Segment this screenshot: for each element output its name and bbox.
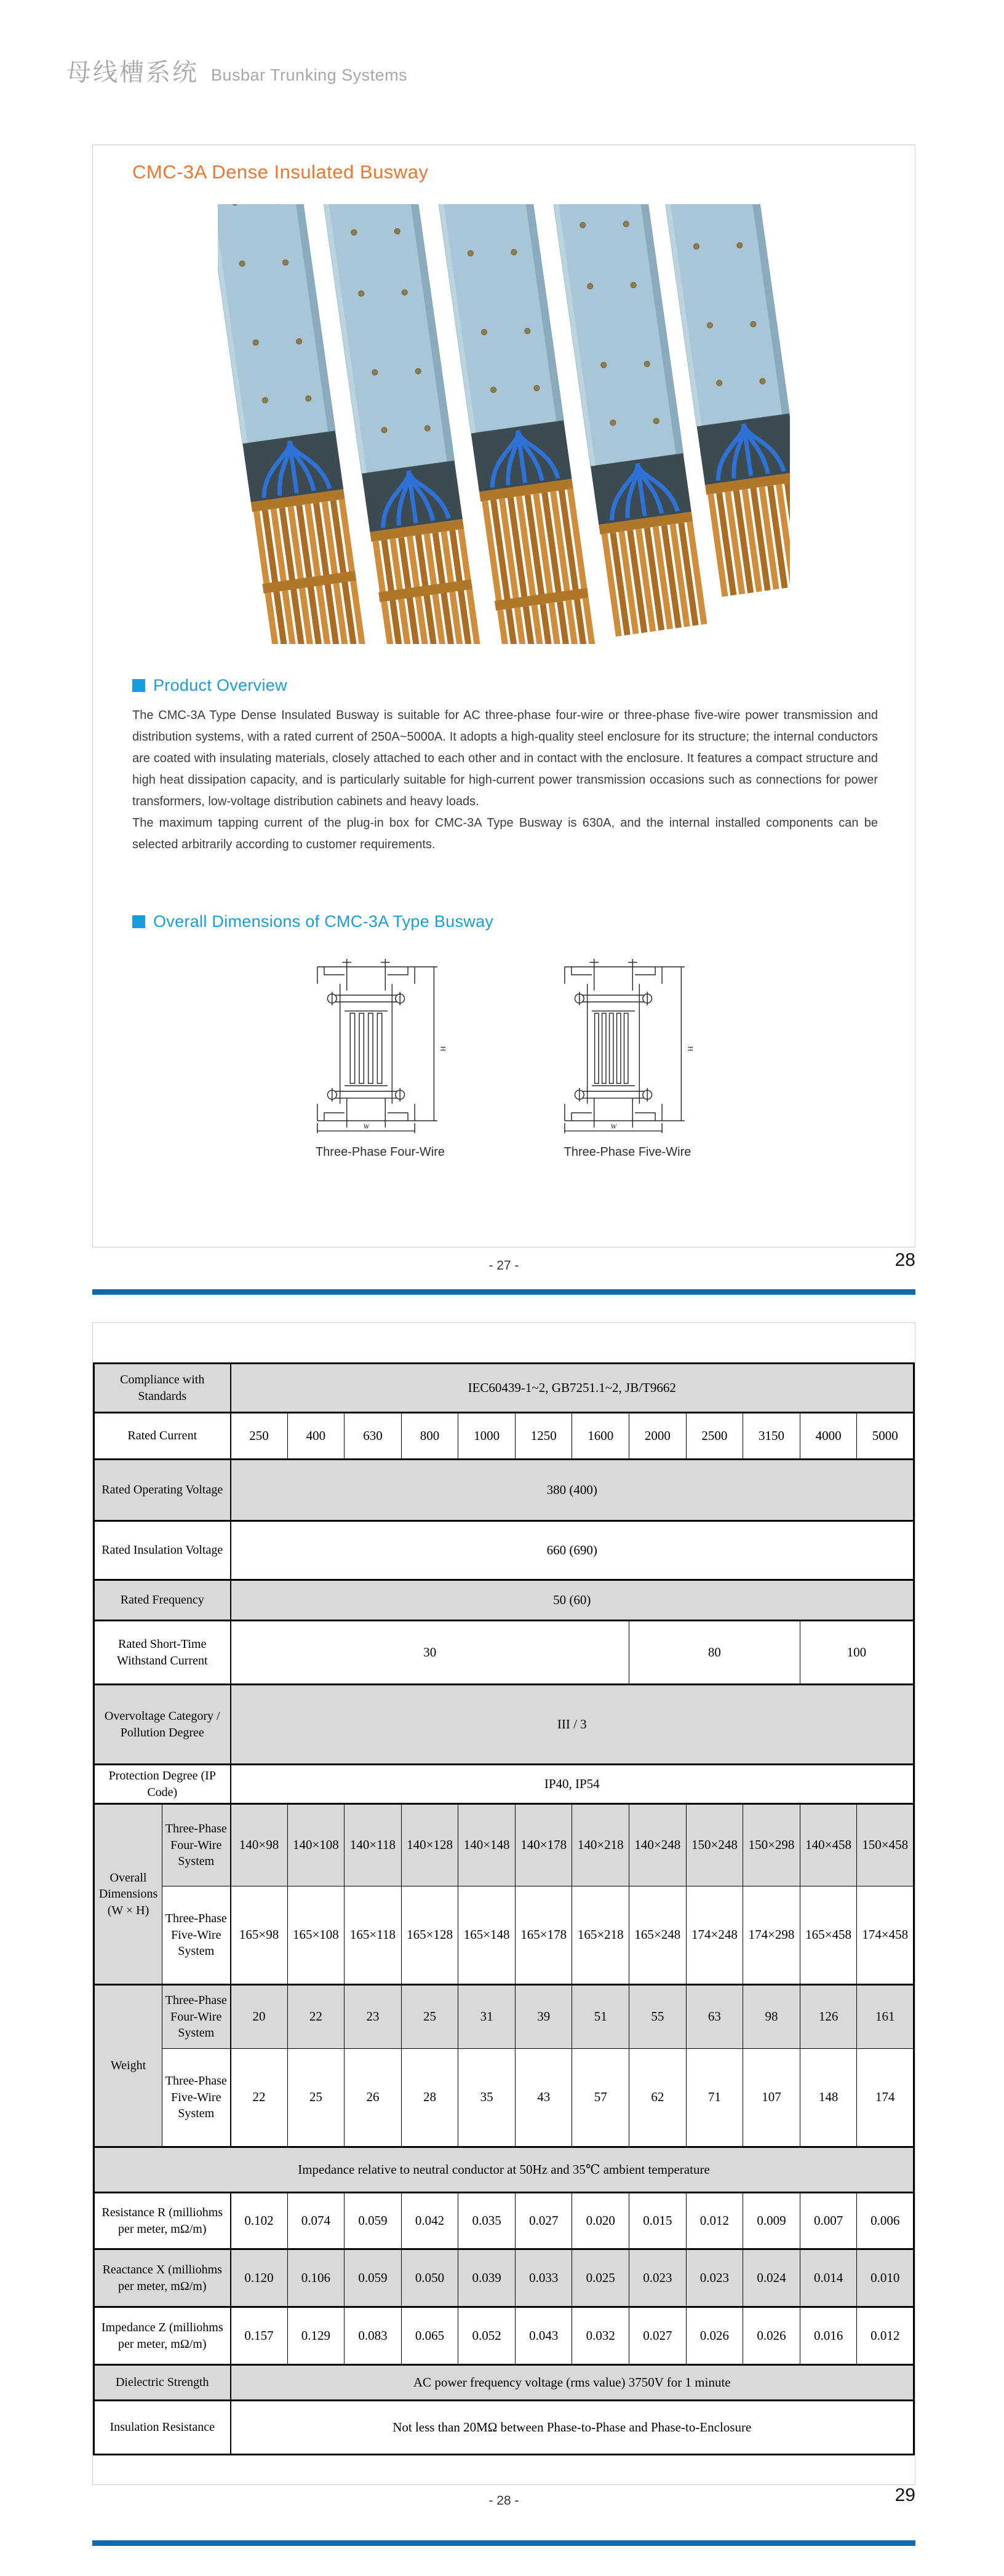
spec-value-cell: 140×118 xyxy=(345,1804,402,1886)
section-bullet-icon xyxy=(132,915,145,928)
spec-value-cell: 0.120 xyxy=(231,2249,288,2307)
spec-row-label: Rated Short-Time Withstand Current xyxy=(94,1621,231,1685)
spec-span-value: III / 3 xyxy=(231,1685,914,1765)
spec-value-cell: 174×248 xyxy=(686,1886,743,1985)
spec-value-cell: 0.074 xyxy=(287,2193,345,2249)
header-title-english: Busbar Trunking Systems xyxy=(211,66,408,84)
spec-span-value: 80 xyxy=(629,1621,800,1685)
spec-value-cell: 174 xyxy=(857,2049,914,2147)
spec-row-label: Rated Operating Voltage xyxy=(94,1460,231,1521)
spec-value-cell: 0.059 xyxy=(345,2193,402,2249)
overall-dimensions-heading xyxy=(132,912,915,931)
spec-span-value: IEC60439-1~2, GB7251.1~2, JB/T9662 xyxy=(231,1364,914,1413)
spec-value-cell: 3150 xyxy=(743,1413,800,1460)
five-wire-caption: Three-Phase Five-Wire xyxy=(564,1145,691,1159)
spec-value-cell: 630 xyxy=(345,1413,402,1460)
spec-value-cell: 43 xyxy=(515,2049,572,2147)
spec-row-label: Overvoltage Category / Pollution Degree xyxy=(94,1685,231,1765)
spec-value-cell: 0.032 xyxy=(572,2307,629,2365)
spec-value-cell: 400 xyxy=(287,1413,345,1460)
page-27-number-center: - 27 - xyxy=(488,1258,519,1273)
spec-value-cell: 23 xyxy=(345,1985,402,2049)
spec-value-cell: 0.006 xyxy=(857,2193,914,2249)
spec-value-cell: 150×458 xyxy=(857,1804,914,1886)
spec-value-cell: 0.020 xyxy=(572,2193,629,2249)
spec-span-value: 50 (60) xyxy=(231,1580,914,1621)
spec-group-label: Overall Dimensions (W × H) xyxy=(94,1804,162,1985)
spec-value-cell: 0.023 xyxy=(686,2249,743,2307)
page-28-number-center: - 28 - xyxy=(488,2494,519,2508)
spec-span-value: IP40, IP54 xyxy=(231,1765,914,1804)
spec-value-cell: 0.050 xyxy=(401,2249,458,2307)
spec-value-cell: 250 xyxy=(231,1413,288,1460)
spec-value-cell: 25 xyxy=(401,1985,458,2049)
spec-value-cell: 0.012 xyxy=(686,2193,743,2249)
spec-value-cell: 140×108 xyxy=(287,1804,345,1886)
spec-value-cell: 0.065 xyxy=(401,2307,458,2365)
spec-value-cell: 62 xyxy=(629,2049,687,2147)
spec-value-cell: 0.009 xyxy=(743,2193,800,2249)
spec-subrow-label: Three-Phase Five-Wire System xyxy=(162,1886,231,1985)
spec-value-cell: 140×128 xyxy=(401,1804,458,1886)
spec-value-cell: 140×178 xyxy=(515,1804,572,1886)
spec-value-cell: 26 xyxy=(345,2049,402,2147)
spec-value-cell: 0.106 xyxy=(287,2249,345,2307)
spec-row-label: Impedance Z (milliohms per meter, mΩ/m) xyxy=(94,2307,231,2365)
spec-value-cell: 98 xyxy=(743,1985,800,2049)
spec-value-cell: 0.043 xyxy=(515,2307,572,2365)
spec-value-cell: 165×98 xyxy=(231,1886,288,1985)
spec-value-cell: 20 xyxy=(231,1985,288,2049)
spec-subrow-label: Three-Phase Four-Wire System xyxy=(162,1804,231,1886)
spec-span-value: 380 (400) xyxy=(231,1460,914,1521)
spec-value-cell: 0.012 xyxy=(857,2307,914,2365)
spec-value-cell: 126 xyxy=(800,1985,857,2049)
spec-row-label: Compliance with Standards xyxy=(94,1364,231,1413)
spec-value-cell: 22 xyxy=(287,1985,345,2049)
product-overview-body xyxy=(132,705,878,856)
document-header xyxy=(66,53,407,88)
spec-value-cell: 39 xyxy=(515,1985,572,2049)
spec-note-cell: Impedance relative to neutral conductor at 50Hz and 35℃ ambient temperature xyxy=(94,2147,914,2193)
page-28-number-right: 28 xyxy=(894,1250,915,1270)
spec-value-cell: 0.129 xyxy=(287,2307,345,2365)
spec-value-cell: 150×248 xyxy=(686,1804,743,1886)
height-dimension-label: H xyxy=(439,1046,448,1052)
spec-value-cell: 0.027 xyxy=(629,2307,687,2365)
spec-value-cell: 0.010 xyxy=(857,2249,914,2307)
spec-value-cell: 174×458 xyxy=(857,1886,914,1985)
spec-value-cell: 165×128 xyxy=(401,1886,458,1985)
four-wire-figure xyxy=(309,950,451,1159)
header-title-chinese: 母线槽系统 xyxy=(66,59,199,86)
spec-value-cell: 0.015 xyxy=(629,2193,687,2249)
spec-value-cell: 0.035 xyxy=(458,2193,516,2249)
spec-value-cell: 165×218 xyxy=(572,1886,629,1985)
spec-value-cell: 165×178 xyxy=(515,1886,572,1985)
spec-value-cell: 150×298 xyxy=(743,1804,800,1886)
four-wire-diagram xyxy=(309,950,451,1138)
spec-value-cell: 28 xyxy=(401,2049,458,2147)
section-heading-text: Product Overview xyxy=(153,676,287,694)
spec-value-cell: 2000 xyxy=(629,1413,687,1460)
spec-subrow-label: Three-Phase Five-Wire System xyxy=(162,2049,231,2147)
specification-table-body xyxy=(94,1364,914,2455)
spec-row-label: Rated Current xyxy=(94,1413,231,1460)
five-wire-figure xyxy=(557,950,698,1159)
spec-value-cell: 161 xyxy=(857,1985,914,2049)
spec-span-value: 30 xyxy=(231,1621,629,1685)
spec-value-cell: 140×218 xyxy=(572,1804,629,1886)
spec-value-cell: 1000 xyxy=(458,1413,516,1460)
spec-value-cell: 0.026 xyxy=(686,2307,743,2365)
spec-span-value: AC power frequency voltage (rms value) 3750V for 1 minute xyxy=(231,2365,914,2401)
spec-value-cell: 0.027 xyxy=(515,2193,572,2249)
spec-row-label: Protection Degree (IP Code) xyxy=(94,1765,231,1804)
spec-value-cell: 0.102 xyxy=(231,2193,288,2249)
spec-value-cell: 0.052 xyxy=(458,2307,516,2365)
spec-value-cell: 165×148 xyxy=(458,1886,516,1985)
spec-subrow-label: Three-Phase Four-Wire System xyxy=(162,1985,231,2049)
spec-value-cell: 71 xyxy=(686,2049,743,2147)
spec-value-cell: 0.024 xyxy=(743,2249,800,2307)
spec-value-cell: 0.042 xyxy=(401,2193,458,2249)
overview-paragraph-1: The CMC-3A Type Dense Insulated Busway is suitable for AC three-phase four-wire or three-phase five-wire power transmission and distribution systems, with a rated current of 250A~5000A. It adopts a high-quality steel enclosure for its structure; the internal conductors are coated with insulating materials, closely attached to each other and in contact with the enclosure. It features a compact structure and high heat dissipation capacity, and is particularly suitable for high-current power transmission occasions such as connections for power transformers, low-voltage distribution cabinets and heavy loads. xyxy=(132,709,878,808)
spec-row-label: Dielectric Strength xyxy=(94,2365,231,2401)
spec-value-cell: 0.033 xyxy=(515,2249,572,2307)
spec-value-cell: 0.023 xyxy=(629,2249,687,2307)
spec-row-label: Rated Frequency xyxy=(94,1580,231,1621)
spec-value-cell: 1250 xyxy=(515,1413,572,1460)
spec-value-cell: 31 xyxy=(458,1985,516,2049)
section-bullet-icon xyxy=(132,679,145,692)
spec-value-cell: 1600 xyxy=(572,1413,629,1460)
spec-span-value: 100 xyxy=(800,1621,914,1685)
spec-span-value: Not less than 20MΩ between Phase-to-Phase and Phase-to-Enclosure xyxy=(231,2401,914,2455)
width-dimension-label: W xyxy=(610,1122,617,1131)
spec-group-label: Weight xyxy=(94,1985,162,2147)
spec-value-cell: 22 xyxy=(231,2049,288,2147)
spec-value-cell: 165×108 xyxy=(287,1886,345,1985)
height-dimension-label: H xyxy=(686,1046,695,1052)
spec-value-cell: 140×98 xyxy=(231,1804,288,1886)
spec-value-cell: 140×148 xyxy=(458,1804,516,1886)
overview-paragraph-2: The maximum tapping current of the plug-in box for CMC-3A Type Busway is 630A, and the internal installed components can be selected arbitrarily according to customer requirements. xyxy=(132,816,878,851)
spec-value-cell: 51 xyxy=(572,1985,629,2049)
spec-value-cell: 57 xyxy=(572,2049,629,2147)
spec-value-cell: 2500 xyxy=(686,1413,743,1460)
specification-table xyxy=(93,1362,915,2455)
spec-value-cell: 0.007 xyxy=(800,2193,857,2249)
section-heading-text: Overall Dimensions of CMC-3A Type Busway xyxy=(153,912,494,931)
spec-span-value: 660 (690) xyxy=(231,1521,914,1580)
four-wire-caption: Three-Phase Four-Wire xyxy=(315,1145,445,1159)
spec-value-cell: 800 xyxy=(401,1413,458,1460)
spec-value-cell: 165×248 xyxy=(629,1886,687,1985)
spec-value-cell: 25 xyxy=(287,2049,345,2147)
spec-value-cell: 107 xyxy=(743,2049,800,2147)
spec-row-label: Insulation Resistance xyxy=(94,2401,231,2455)
spec-value-cell: 0.039 xyxy=(458,2249,516,2307)
spec-value-cell: 165×118 xyxy=(345,1886,402,1985)
spec-value-cell: 0.016 xyxy=(800,2307,857,2365)
spec-value-cell: 165×458 xyxy=(800,1886,857,1985)
spec-value-cell: 0.025 xyxy=(572,2249,629,2307)
page-divider-line xyxy=(92,1289,915,1295)
page-divider-line xyxy=(92,2540,915,2546)
spec-value-cell: 4000 xyxy=(800,1413,857,1460)
spec-value-cell: 0.059 xyxy=(345,2249,402,2307)
dimension-diagrams xyxy=(93,950,915,1159)
spec-value-cell: 0.083 xyxy=(345,2307,402,2365)
spec-value-cell: 55 xyxy=(629,1985,687,2049)
spec-value-cell: 140×248 xyxy=(629,1804,687,1886)
spec-value-cell: 174×298 xyxy=(743,1886,800,1985)
product-photo-image xyxy=(218,204,790,644)
spec-value-cell: 0.026 xyxy=(743,2307,800,2365)
page-29-number-right: 29 xyxy=(894,2485,915,2505)
product-title: CMC-3A Dense Insulated Busway xyxy=(132,161,429,183)
spec-value-cell: 0.157 xyxy=(231,2307,288,2365)
spec-value-cell: 148 xyxy=(800,2049,857,2147)
spec-value-cell: 140×458 xyxy=(800,1804,857,1886)
product-overview-heading xyxy=(132,676,915,695)
width-dimension-label: W xyxy=(363,1122,370,1131)
page-27-content-box xyxy=(92,145,915,1247)
spec-row-label: Reactance X (milliohms per meter, mΩ/m) xyxy=(94,2249,231,2307)
spec-row-label: Rated Insulation Voltage xyxy=(94,1521,231,1580)
spec-value-cell: 63 xyxy=(686,1985,743,2049)
spec-value-cell: 0.014 xyxy=(800,2249,857,2307)
spec-row-label: Resistance R (milliohms per meter, mΩ/m) xyxy=(94,2193,231,2249)
spec-value-cell: 35 xyxy=(458,2049,516,2147)
spec-value-cell: 5000 xyxy=(857,1413,914,1460)
page-28-content-box xyxy=(92,1322,915,2485)
five-wire-diagram xyxy=(557,950,698,1138)
